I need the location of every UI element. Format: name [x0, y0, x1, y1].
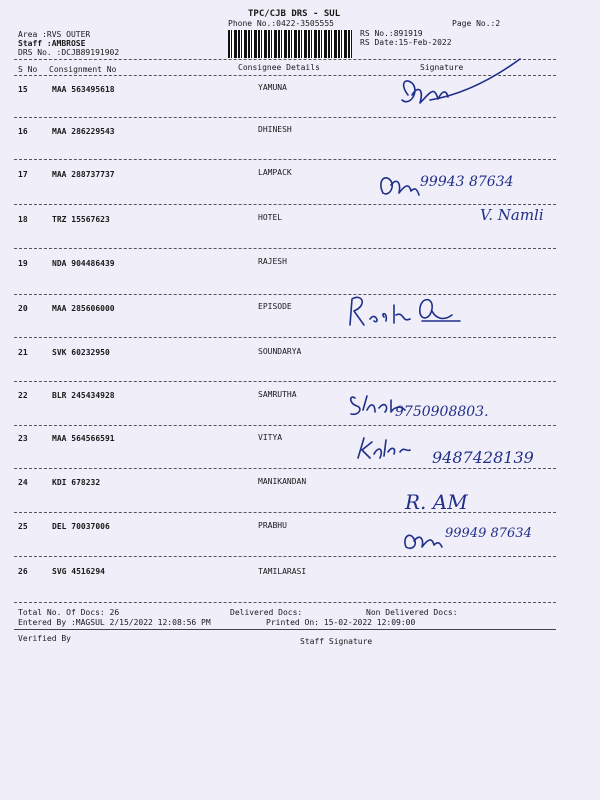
row-consignment: BLR 245434928	[52, 391, 115, 400]
handwritten-phone: 99943 87634	[420, 174, 514, 190]
row-consignment: MAA 564566591	[52, 434, 115, 443]
footer-divider	[14, 629, 556, 630]
barcode	[228, 30, 352, 58]
row-divider	[14, 248, 556, 249]
signature-scribble	[350, 432, 420, 464]
row-consignment: TRZ 15567623	[52, 215, 110, 224]
row-consignee: RAJESH	[258, 257, 287, 266]
signature-scribble	[340, 285, 470, 335]
row-divider	[14, 468, 556, 469]
page-number: Page No.:2	[452, 19, 501, 28]
row-consignee: MANIKANDAN	[258, 477, 307, 486]
delivered-docs: Delivered Docs:	[230, 608, 303, 617]
row-consignee: LAMPACK	[258, 168, 292, 177]
rs-date: RS Date:15-Feb-2022	[360, 38, 452, 47]
row-consignment: KDI 678232	[52, 478, 101, 487]
handwritten-phone: 99949 87634	[445, 526, 532, 541]
row-divider	[14, 425, 556, 426]
handwritten-name: V. Namli	[480, 206, 544, 224]
non-delivered-docs: Non Delivered Docs:	[366, 608, 458, 617]
row-consignee: TAMILARASI	[258, 567, 307, 576]
signature-scribble	[375, 165, 425, 205]
row-consignment: DEL 70037006	[52, 522, 110, 531]
row-divider	[14, 602, 556, 603]
row-sno: 17	[18, 170, 28, 179]
row-sno: 19	[18, 259, 28, 268]
row-consignment: MAA 563495618	[52, 85, 115, 94]
column-consignee: Consignee Details	[238, 63, 320, 72]
row-consignee: PRABHU	[258, 521, 287, 530]
row-sno: 15	[18, 85, 28, 94]
row-sno: 21	[18, 348, 28, 357]
staff-signature: Staff Signature	[300, 637, 373, 646]
row-sno: 20	[18, 304, 28, 313]
row-sno: 23	[18, 434, 28, 443]
signature-scribble	[390, 55, 530, 130]
row-sno: 18	[18, 215, 28, 224]
row-consignment: MAA 285606000	[52, 304, 115, 313]
row-consignment: NDA 904486439	[52, 259, 115, 268]
row-consignee: DHINESH	[258, 125, 292, 134]
row-divider	[14, 294, 556, 295]
row-sno: 16	[18, 127, 28, 136]
row-consignee: VITYA	[258, 433, 283, 442]
row-divider	[14, 204, 556, 205]
column-sno: S No	[18, 65, 38, 74]
entered-by: Entered By :MAGSUL 2/15/2022 12:08:56 PM	[18, 618, 211, 627]
staff-label: Staff :AMBROSE	[18, 39, 86, 48]
row-consignment: SVK 60232950	[52, 348, 110, 357]
column-signature: Signature	[420, 63, 464, 72]
row-consignment: SVG 4516294	[52, 567, 105, 576]
phone-number: Phone No.:0422-3505555	[228, 19, 334, 28]
row-divider	[14, 556, 556, 557]
row-divider	[14, 159, 556, 160]
row-consignee: YAMUNA	[258, 83, 287, 92]
row-consignee: SAMRUTHA	[258, 390, 297, 399]
handwritten-phone: 9750908803.	[395, 404, 489, 420]
handwritten-phone: 9487428139	[432, 448, 534, 467]
printed-on: Printed On: 15-02-2022 12:09:00	[266, 618, 416, 627]
row-consignee: SOUNDARYA	[258, 347, 302, 356]
row-divider	[14, 337, 556, 338]
verified-by: Verified By	[18, 634, 71, 643]
area-label: Area :RVS OUTER	[18, 30, 91, 39]
row-sno: 22	[18, 391, 28, 400]
row-consignee: EPISODE	[258, 302, 292, 311]
total-docs: Total No. Of Docs: 26	[18, 608, 120, 617]
rs-number: RS No.:891919	[360, 29, 423, 38]
row-consignment: MAA 288737737	[52, 170, 115, 179]
row-sno: 24	[18, 478, 28, 487]
row-divider	[14, 512, 556, 513]
row-sno: 26	[18, 567, 28, 576]
row-divider	[14, 381, 556, 382]
drs-number: DRS No. :DCJB89191902	[18, 48, 120, 57]
column-consignment: Consignment No	[49, 65, 117, 74]
row-consignee: HOTEL	[258, 213, 283, 222]
row-sno: 25	[18, 522, 28, 531]
document-title: TPC/CJB DRS - SUL	[248, 9, 341, 19]
handwritten-name: R. AM	[405, 490, 468, 514]
signature-scribble	[400, 525, 450, 555]
row-consignment: MAA 286229543	[52, 127, 115, 136]
